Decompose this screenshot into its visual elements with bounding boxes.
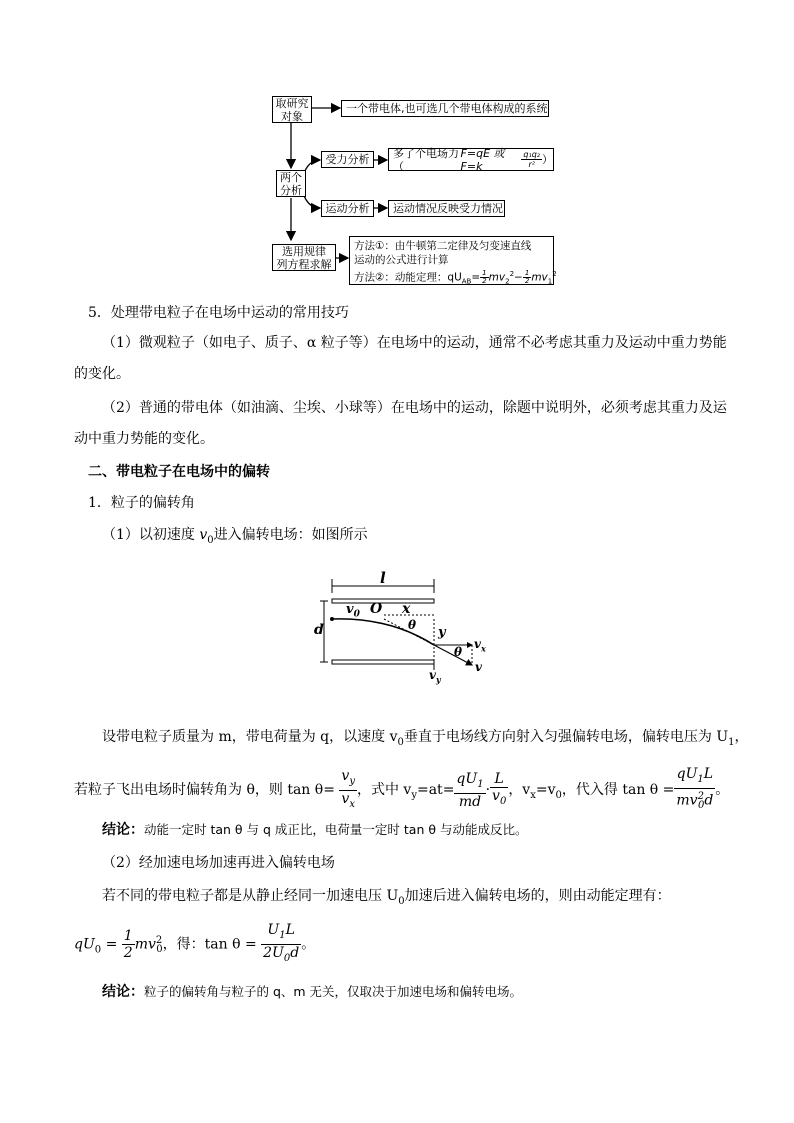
item-5-1-line2: 的变化。 bbox=[74, 366, 130, 382]
eq-frac-den-sub: 0 bbox=[283, 952, 291, 964]
subsection-1-1 bbox=[102, 525, 368, 551]
method2-term2-sup: 2 bbox=[552, 270, 557, 278]
v0-sub: 0 bbox=[353, 609, 360, 620]
methods-box bbox=[349, 236, 557, 286]
conclusion-1 bbox=[102, 820, 528, 840]
sub1-1-v: v bbox=[199, 527, 208, 543]
conclusion-2-label: 结论： bbox=[102, 984, 144, 1000]
label-O: O bbox=[370, 601, 383, 617]
conclusion-1-text: 动能一定时 tan θ 与 q 成正比，电荷量一定时 tan θ 与动能成反比。 bbox=[144, 822, 528, 837]
item-5-2-line2: 动中重力势能的变化。 bbox=[74, 431, 214, 447]
para1-b5: =v bbox=[535, 782, 556, 799]
label-v0 bbox=[346, 602, 360, 620]
f3-num: L bbox=[490, 771, 508, 788]
method2-term1-sup: 2 bbox=[509, 270, 515, 278]
label-y: y bbox=[438, 625, 446, 640]
para1-a-sub: 0 bbox=[397, 736, 404, 748]
method1-line2: 运动的公式进行计算 bbox=[354, 254, 449, 266]
half-den: 2 bbox=[482, 277, 487, 285]
eq-mid: ，得：tan θ = bbox=[162, 936, 262, 953]
para1-b4: ，v bbox=[508, 782, 531, 799]
frac-qU1-md bbox=[454, 771, 485, 810]
para-1-line1 bbox=[102, 727, 749, 753]
section-2-heading: 二、带电粒子在电场中的偏转 bbox=[88, 464, 270, 480]
two-analysis-box: 两个 分析 bbox=[276, 170, 306, 197]
eq-frac-num: U bbox=[267, 922, 280, 939]
eq-mv: mv bbox=[134, 936, 156, 953]
label-v: v bbox=[475, 660, 482, 674]
conclusion-1-label: 结论： bbox=[102, 822, 144, 838]
para-1-line2 bbox=[74, 766, 729, 816]
eq-mv-sup: 2 bbox=[155, 935, 163, 946]
frac-qU1L-mv0d bbox=[674, 766, 715, 814]
para1-a: 设带电粒子质量为 m，带电荷量为 q，以速度 v bbox=[102, 729, 398, 745]
f4-den2: d bbox=[704, 792, 714, 809]
f4-num-sub: 1 bbox=[697, 773, 704, 785]
method2-line bbox=[354, 267, 557, 289]
label-x: x bbox=[402, 601, 411, 617]
eq-frac-den2: d bbox=[290, 945, 300, 962]
equation-line bbox=[74, 921, 315, 970]
item-5-2-line1: （2）普通的带电体（如油滴、尘埃、小球等）在电场中的运动，除题中说明外，必须考虑其重力及运 bbox=[102, 400, 727, 416]
label-d: d bbox=[314, 622, 324, 638]
eq-lhs: qU bbox=[74, 936, 95, 953]
research-object-desc-box: 一个带电体,也可选几个带电体构成的系统 bbox=[341, 100, 549, 117]
method2-minus: − bbox=[514, 271, 523, 284]
f1-num-sub: y bbox=[349, 775, 355, 787]
f2-num: qU bbox=[456, 770, 478, 787]
method2-term2-sub: 1 bbox=[547, 277, 553, 286]
force-desc-formula: F=qE 或 F=k bbox=[460, 146, 505, 173]
f2-den: md bbox=[458, 793, 482, 810]
sub1-1-sub: 0 bbox=[207, 534, 214, 546]
method2-term2: mv bbox=[531, 271, 548, 284]
frac-num: q₁q₂ bbox=[523, 150, 540, 159]
para1-b2: ，式中 v bbox=[356, 782, 412, 799]
label-theta-outer: θ bbox=[454, 645, 463, 659]
deflection-diagram-svg bbox=[300, 575, 500, 685]
para1-a2: 垂直于电场线方向射入匀强偏转电场，偏转电压为 U bbox=[403, 729, 729, 745]
f2-num-sub: 1 bbox=[477, 778, 484, 790]
method2-prefix: 方法②：动能定理：qU bbox=[354, 271, 462, 284]
vx-sub: x bbox=[480, 643, 486, 654]
force-desc-fraction bbox=[521, 150, 542, 169]
eq-frac-num2: L bbox=[285, 922, 295, 939]
f1-num: v bbox=[341, 767, 350, 784]
sub1-1-pre: （1）以初速度 bbox=[102, 527, 200, 543]
f3-den-sub: 0 bbox=[499, 795, 507, 807]
frac-den: r² bbox=[528, 160, 535, 169]
f4-den-sup: 2 bbox=[697, 790, 704, 802]
para1-b4-sub: x bbox=[530, 789, 536, 801]
item-5-1-line1: （1）微观粒子（如电子、质子、α 粒子等）在电场中的运动，通常不必考虑其重力及运动中重力势能 bbox=[102, 335, 727, 351]
conclusion-2 bbox=[102, 982, 522, 1002]
force-analysis-desc-box bbox=[388, 148, 554, 171]
force-desc-prefix: 多了个电场力（ bbox=[393, 146, 459, 173]
half-den-2: 2 bbox=[524, 277, 530, 285]
eq-half-num: 1 bbox=[123, 928, 133, 945]
f3-den: v bbox=[492, 787, 500, 804]
v0-main: v bbox=[346, 602, 354, 617]
para1-b6: ，代入得 tan θ = bbox=[561, 782, 675, 799]
eq-eq: = bbox=[101, 936, 122, 953]
label-vy bbox=[429, 668, 441, 684]
research-object-box: 取研究 对象 bbox=[272, 96, 312, 123]
para1-a2-sub: 1 bbox=[728, 736, 735, 748]
conclusion-2-text: 粒子的偏转角与粒子的 q、m 无关，仅取决于加速电场和偏转电场。 bbox=[144, 984, 523, 999]
eq-half-den: 2 bbox=[123, 945, 133, 962]
para1-b3: =at= bbox=[416, 782, 455, 799]
f4-den: mv bbox=[676, 792, 698, 809]
vy-sub: y bbox=[435, 674, 441, 685]
flowchart bbox=[0, 0, 794, 290]
law-box: 选用规律 列方程求解 bbox=[272, 244, 336, 271]
frac-L-v0 bbox=[490, 771, 508, 810]
label-theta-inner: θ bbox=[408, 618, 417, 632]
eq-frac-num-sub: 1 bbox=[279, 930, 286, 942]
method1-line1: 方法①：由牛顿第二定律及匀变速直线 bbox=[354, 240, 532, 252]
method2-eq: = bbox=[471, 271, 481, 284]
force-analysis-box: 受力分析 bbox=[321, 151, 374, 168]
label-vx bbox=[474, 637, 486, 653]
force-desc-suffix: ） bbox=[542, 153, 553, 166]
eq-half bbox=[122, 928, 135, 961]
eq-end: 。 bbox=[301, 936, 316, 953]
method2-sub: AB bbox=[461, 277, 472, 286]
eq-lhs-sub: 0 bbox=[94, 944, 102, 956]
half-num-2: 1 bbox=[524, 269, 530, 277]
eq-frac-den: 2U bbox=[263, 945, 284, 962]
f4-num: qU bbox=[676, 766, 698, 782]
para1-b7: 。 bbox=[715, 782, 730, 799]
para1-b5-sub: 0 bbox=[555, 789, 562, 801]
subsection-1-2: （2）经加速电场加速再进入偏转电场 bbox=[102, 855, 335, 871]
f1-den: v bbox=[341, 790, 350, 807]
method2-term1: mv bbox=[488, 271, 506, 284]
label-l: l bbox=[380, 569, 386, 587]
frac-vy-vx bbox=[339, 768, 357, 813]
para-2 bbox=[102, 886, 671, 912]
vy-main: v bbox=[429, 668, 436, 682]
method2-half-1 bbox=[480, 270, 488, 285]
motion-analysis-desc-box: 运动情况反映受力情况 bbox=[388, 200, 505, 217]
item-5-heading: 5．处理带电粒子在电场中运动的常用技巧 bbox=[88, 305, 349, 321]
para1-b1: 若粒子飞出电场时偏转角为 θ，则 tan θ= bbox=[74, 782, 335, 799]
para1-dot: · bbox=[485, 782, 491, 799]
vx-main: v bbox=[474, 637, 481, 651]
half-num: 1 bbox=[482, 269, 487, 277]
eq-result-frac bbox=[261, 922, 301, 967]
f4-num2: L bbox=[703, 766, 714, 782]
para2-sub: 0 bbox=[398, 895, 405, 907]
subsection-1-heading: 1．粒子的偏转角 bbox=[88, 495, 195, 511]
method2-term1-sub: 2 bbox=[505, 277, 510, 286]
para1-a3: ， bbox=[734, 729, 749, 745]
f1-den-sub: x bbox=[349, 798, 355, 810]
motion-analysis-box: 运动分析 bbox=[321, 200, 374, 217]
para1-b2-sub: y bbox=[411, 789, 417, 801]
sub1-1-post: 进入偏转电场：如图所示 bbox=[213, 527, 368, 543]
f4-den-sub: 0 bbox=[697, 800, 705, 812]
para2-pre: 若不同的带电粒子都是从静止经同一加速电压 U bbox=[102, 888, 399, 904]
para2-post: 加速后进入偏转电场的，则由动能定理有： bbox=[404, 888, 671, 904]
eq-mv-sub: 0 bbox=[156, 944, 163, 956]
deflection-diagram bbox=[300, 569, 500, 685]
